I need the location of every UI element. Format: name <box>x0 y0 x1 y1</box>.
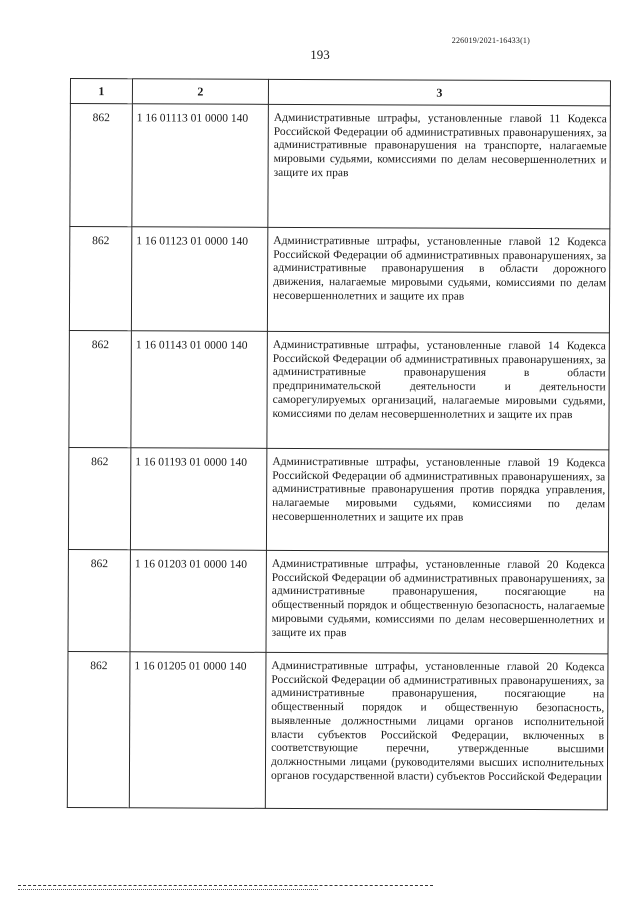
header-col-1: 1 <box>70 79 132 104</box>
budget-classification-table <box>67 78 611 810</box>
table-row <box>68 447 608 551</box>
header-col-3: 3 <box>268 79 610 105</box>
description-cell: Административные штрафы, установленные главой 14 Кодекса Российской Федерации об административных правонарушениях, за административные правонарушения в области предпринимательской деятельности и деятельности саморегулируемых организаций, налагаемые мировыми судьями, комиссиями по делам несовершеннолетних и защите их прав <box>267 331 610 449</box>
table-row <box>67 651 608 809</box>
scan-edge-line <box>18 889 318 890</box>
description-cell: Административные штрафы, установленные главой 20 Кодекса Российской Федерации об административных правонарушениях, за административные правонарушения, посягающие на общественный порядок и общественную безопасность, выявленные должностными лицами органов исполнительной власти субъектов Российской Федерации, включенных в соответствующие перечни, утвержденные высшими должностными лицами (руководителями высших исполнительных органов государственной власти) субъектов Российской Федерации <box>265 652 608 809</box>
table-row <box>69 227 609 333</box>
kbk-code-cell: 1 16 01143 01 0000 140 <box>131 331 268 449</box>
header-col-2: 2 <box>132 79 268 105</box>
kbk-code-cell: 1 16 01113 01 0000 140 <box>132 104 269 228</box>
admin-code-cell: 862 <box>69 330 132 447</box>
description-cell: Административные штрафы, установленные главой 11 Кодекса Российской Федерации об административных правонарушениях, за административные правонарушения на транспорте, налагаемые мировыми судьями, комиссиями по делам несовершеннолетних и защите их прав <box>268 104 611 228</box>
description-cell: Административные штрафы, установленные главой 20 Кодекса Российской Федерации об административных правонарушениях, за административные правонарушения, посягающие на общественный порядок и общественную безопасность, налагаемые мировыми судьями, комиссиями по делам несовершеннолетних и защите их прав <box>266 550 608 653</box>
scan-edge-line <box>18 885 433 886</box>
admin-code-cell: 862 <box>69 227 131 331</box>
table-row <box>69 330 610 449</box>
kbk-code-cell: 1 16 01203 01 0000 140 <box>130 550 266 653</box>
admin-code-cell: 862 <box>68 549 130 651</box>
description-cell: Административные штрафы, установленные главой 19 Кодекса Российской Федерации об административных правонарушениях, за административные правонарушения против порядка управления, налагаемые мировыми судьями, комиссиями по делам несовершеннолетних и защите их прав <box>266 448 608 551</box>
table-row <box>68 549 608 653</box>
kbk-code-cell: 1 16 01123 01 0000 140 <box>131 227 267 332</box>
admin-code-cell: 862 <box>68 447 130 549</box>
table-row <box>70 104 611 229</box>
admin-code-cell: 862 <box>70 104 133 227</box>
page-number: 193 <box>310 47 330 62</box>
description-cell: Административные штрафы, установленные главой 12 Кодекса Российской Федерации об административных правонарушениях, за административные правонарушения в области дорожного движения, налагаемые мировыми судьями, комиссиями по делам несовершеннолетних и защите их прав <box>267 227 609 332</box>
kbk-code-cell: 1 16 01205 01 0000 140 <box>129 652 266 809</box>
table-header-row <box>70 79 610 106</box>
document-id: 226019/2021-16433(1) <box>451 36 530 45</box>
admin-code-cell: 862 <box>67 651 130 807</box>
kbk-code-cell: 1 16 01193 01 0000 140 <box>130 448 266 551</box>
